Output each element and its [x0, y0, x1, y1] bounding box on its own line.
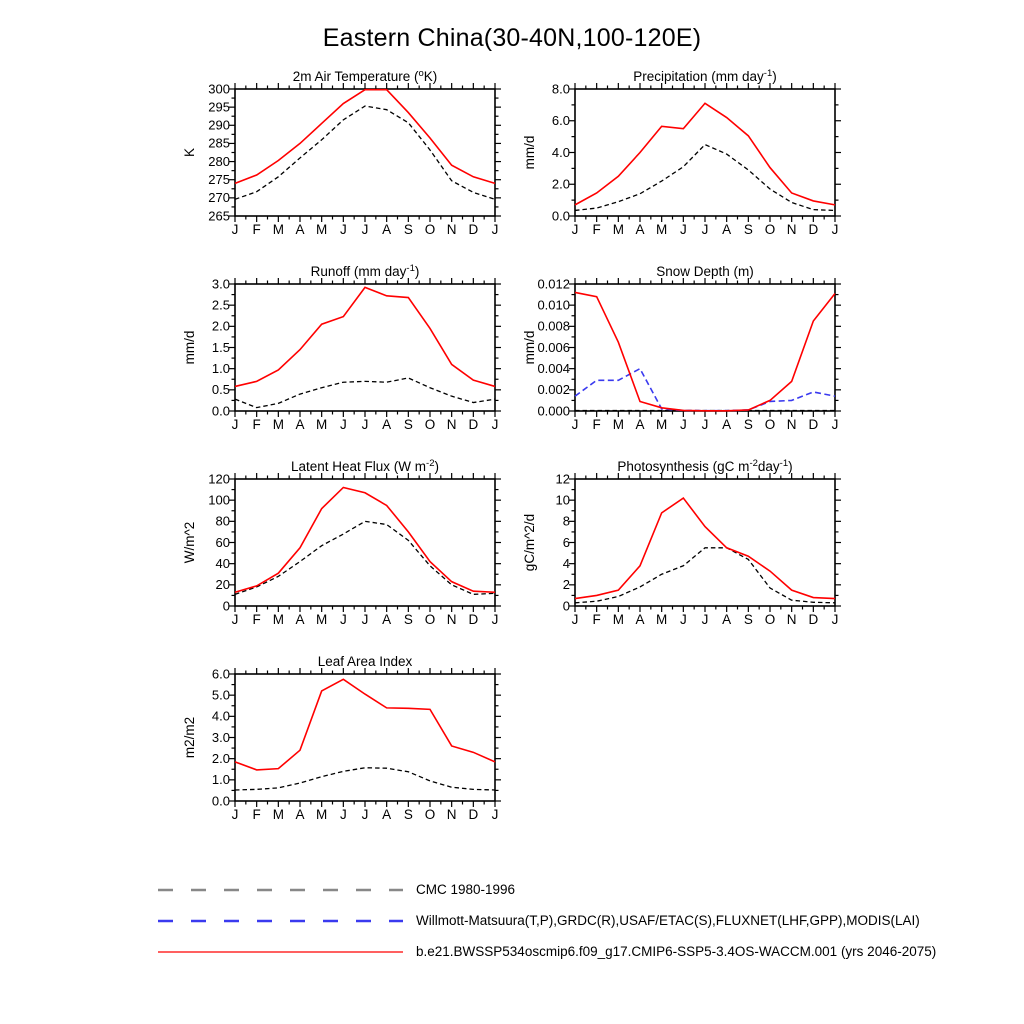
- y-axis-label: W/m^2: [182, 521, 197, 564]
- x-tick-label: J: [339, 222, 347, 237]
- series-cmc-line: [235, 106, 495, 199]
- x-tick-label: J: [361, 807, 369, 822]
- series-model-line: [235, 90, 495, 184]
- x-tick-label: J: [491, 612, 499, 627]
- x-tick-label: J: [231, 612, 239, 627]
- panel-title: 2m Air Temperature ($^o$K): [292, 68, 438, 84]
- x-tick-label: S: [743, 612, 753, 627]
- y-tick-label: 40: [215, 555, 230, 571]
- x-tick-label: J: [339, 612, 347, 627]
- x-tick-label: O: [764, 612, 776, 627]
- x-tick-label: O: [764, 222, 776, 237]
- y-axis-label: K: [182, 147, 197, 158]
- x-tick-label: A: [635, 417, 645, 432]
- series-cmc-line: [575, 145, 835, 211]
- x-tick-label: O: [424, 612, 436, 627]
- x-tick-label: J: [491, 417, 499, 432]
- x-tick-label: J: [339, 417, 347, 432]
- y-tick-label: 3.0: [211, 276, 230, 292]
- x-tick-label: S: [743, 417, 753, 432]
- legend-entry-cmc: [158, 874, 936, 905]
- x-tick-label: J: [831, 222, 839, 237]
- panel-snow-depth-chart: [490, 260, 880, 455]
- y-tick-label: 100: [208, 492, 230, 508]
- series-obs2-line: [575, 369, 835, 411]
- y-tick-label: 0.012: [537, 276, 570, 292]
- plot-box: [575, 89, 835, 216]
- x-tick-label: M: [272, 807, 284, 822]
- y-tick-label: 0: [562, 598, 570, 614]
- y-tick-label: 80: [215, 513, 230, 529]
- panel-title: Latent Heat Flux (W $m^{-2}$): [291, 458, 439, 474]
- y-tick-label: 300: [208, 81, 230, 97]
- series-model-line: [575, 103, 835, 205]
- y-tick-label: 0.002: [537, 382, 570, 398]
- x-tick-label: N: [446, 612, 457, 627]
- x-tick-label: J: [571, 222, 579, 237]
- x-tick-label: N: [786, 417, 797, 432]
- legend: [158, 874, 936, 967]
- x-tick-label: M: [612, 417, 624, 432]
- x-tick-label: A: [382, 807, 392, 822]
- x-tick-label: D: [808, 222, 819, 237]
- panel-latent-heat-flux-chart: [150, 455, 540, 650]
- panel-precipitation-chart: [490, 65, 880, 260]
- x-tick-label: J: [361, 417, 369, 432]
- plot-box: [575, 284, 835, 411]
- y-tick-label: 8: [562, 513, 570, 529]
- x-tick-label: F: [252, 807, 261, 822]
- y-tick-label: 2.5: [211, 297, 230, 313]
- x-tick-label: M: [316, 807, 328, 822]
- panel-title: Runoff (mm day$^{-1}$): [310, 263, 420, 279]
- y-tick-label: 1.5: [211, 339, 230, 355]
- x-tick-label: J: [339, 807, 347, 822]
- panel-leaf-area-index-chart: [150, 650, 540, 845]
- x-tick-label: J: [701, 417, 709, 432]
- x-tick-label: J: [679, 222, 687, 237]
- x-tick-label: J: [679, 612, 687, 627]
- plot-box: [235, 89, 495, 216]
- panel-title: Precipitation (mm day$^{-1}$): [633, 68, 777, 84]
- legend-line-obs-icon: [158, 916, 403, 926]
- x-tick-label: M: [612, 222, 624, 237]
- x-tick-label: S: [743, 222, 753, 237]
- y-tick-label: 1.0: [211, 360, 230, 376]
- y-tick-label: 285: [208, 135, 230, 151]
- x-tick-label: A: [635, 222, 645, 237]
- x-tick-label: J: [491, 807, 499, 822]
- plot-box: [235, 284, 495, 411]
- x-tick-label: M: [656, 222, 668, 237]
- x-tick-label: F: [252, 417, 261, 432]
- x-tick-label: F: [592, 612, 601, 627]
- y-tick-label: 0.0: [551, 208, 570, 224]
- x-tick-label: J: [571, 417, 579, 432]
- y-tick-label: 2.0: [551, 176, 570, 192]
- y-tick-label: 290: [208, 117, 230, 133]
- y-tick-label: 12: [555, 471, 570, 487]
- x-tick-label: J: [571, 612, 579, 627]
- y-tick-label: 295: [208, 99, 230, 115]
- panel-air-temperature-chart: [150, 65, 540, 260]
- legend-label-obs: Willmott-Matsuura(T,P),GRDC(R),USAF/ETAC(S),FLUXNET(LHF,GPP),MODIS(LAI): [416, 913, 920, 928]
- x-tick-label: M: [316, 222, 328, 237]
- y-tick-label: 3.0: [211, 729, 230, 745]
- y-axis-label: mm/d: [522, 135, 537, 170]
- x-tick-label: J: [361, 612, 369, 627]
- y-tick-label: 20: [215, 577, 230, 593]
- x-tick-label: J: [361, 222, 369, 237]
- x-tick-label: D: [808, 417, 819, 432]
- x-tick-label: F: [592, 417, 601, 432]
- x-tick-label: J: [701, 222, 709, 237]
- x-tick-label: M: [272, 612, 284, 627]
- series-cmc-line: [235, 378, 495, 408]
- x-tick-label: F: [252, 612, 261, 627]
- x-tick-label: M: [656, 612, 668, 627]
- series-model-line: [235, 679, 495, 770]
- x-tick-label: A: [382, 222, 392, 237]
- y-tick-label: 280: [208, 153, 230, 169]
- x-tick-label: A: [722, 222, 732, 237]
- x-tick-label: A: [295, 417, 305, 432]
- x-tick-label: N: [446, 807, 457, 822]
- x-tick-label: J: [831, 612, 839, 627]
- x-tick-label: F: [592, 222, 601, 237]
- x-tick-label: M: [656, 417, 668, 432]
- y-tick-label: 2: [562, 577, 570, 593]
- y-tick-label: 2.0: [211, 318, 230, 334]
- x-tick-label: N: [786, 612, 797, 627]
- x-tick-label: A: [635, 612, 645, 627]
- x-tick-label: S: [403, 222, 413, 237]
- panel-photosynthesis-chart: [490, 455, 880, 650]
- y-tick-label: 0.008: [537, 318, 570, 334]
- y-tick-label: 6.0: [211, 666, 230, 682]
- x-tick-label: M: [272, 417, 284, 432]
- y-tick-label: 0.006: [537, 339, 570, 355]
- x-tick-label: S: [403, 417, 413, 432]
- x-tick-label: M: [316, 612, 328, 627]
- x-tick-label: N: [786, 222, 797, 237]
- panel-title: Snow Depth (m): [656, 264, 754, 279]
- x-tick-label: J: [679, 417, 687, 432]
- x-tick-label: D: [468, 417, 479, 432]
- panel-title: Leaf Area Index: [317, 654, 413, 669]
- y-tick-label: 0.004: [537, 360, 570, 376]
- y-tick-label: 8.0: [551, 81, 570, 97]
- x-tick-label: O: [424, 807, 436, 822]
- x-tick-label: D: [468, 222, 479, 237]
- x-tick-label: A: [382, 612, 392, 627]
- y-tick-label: 6.0: [551, 113, 570, 129]
- y-tick-label: 0.5: [211, 382, 230, 398]
- y-tick-label: 1.0: [211, 772, 230, 788]
- legend-label-model: b.e21.BWSSP534oscmip6.f09_g17.CMIP6-SSP5-3.4OS-WACCM.001 (yrs 2046-2075): [416, 944, 937, 959]
- y-tick-label: 10: [555, 492, 570, 508]
- series-cmc-line: [235, 768, 495, 790]
- y-tick-label: 0.010: [537, 297, 570, 313]
- plot-box: [235, 674, 495, 801]
- x-tick-label: J: [491, 222, 499, 237]
- figure-title: Eastern China(30-40N,100-120E): [322, 24, 702, 52]
- x-tick-label: O: [424, 417, 436, 432]
- x-tick-label: N: [446, 222, 457, 237]
- y-axis-label: m2/m2: [182, 716, 197, 759]
- legend-label-cmc: CMC 1980-1996: [416, 882, 516, 897]
- x-tick-label: M: [272, 222, 284, 237]
- y-tick-label: 4.0: [211, 708, 230, 724]
- x-tick-label: J: [831, 417, 839, 432]
- x-tick-label: J: [231, 222, 239, 237]
- x-tick-label: J: [701, 612, 709, 627]
- legend-entry-model: [158, 936, 936, 967]
- x-tick-label: A: [382, 417, 392, 432]
- legend-line-cmc-icon: [158, 885, 403, 895]
- x-tick-label: S: [403, 807, 413, 822]
- x-tick-label: D: [808, 612, 819, 627]
- legend-entry-obs: [158, 905, 936, 936]
- y-tick-label: 265: [208, 208, 230, 224]
- series-model-line: [235, 487, 495, 592]
- plot-box: [575, 479, 835, 606]
- x-tick-label: F: [252, 222, 261, 237]
- y-tick-label: 275: [208, 172, 230, 188]
- y-tick-label: 4.0: [551, 144, 570, 160]
- x-tick-label: N: [446, 417, 457, 432]
- y-tick-label: 0.000: [537, 403, 570, 419]
- panel-title: Photosynthesis (gC $m^{-2}day^{-1}$): [617, 458, 793, 474]
- legend-line-model-icon: [158, 947, 403, 957]
- y-tick-label: 120: [208, 471, 230, 487]
- x-tick-label: A: [722, 612, 732, 627]
- x-tick-label: O: [424, 222, 436, 237]
- y-tick-label: 2.0: [211, 750, 230, 766]
- x-tick-label: D: [468, 612, 479, 627]
- y-axis-label: mm/d: [182, 330, 197, 365]
- x-tick-label: A: [722, 417, 732, 432]
- x-tick-label: S: [403, 612, 413, 627]
- y-tick-label: 0.0: [211, 403, 230, 419]
- x-tick-label: A: [295, 222, 305, 237]
- y-axis-label: mm/d: [522, 330, 537, 365]
- y-tick-label: 6: [562, 534, 570, 550]
- x-tick-label: A: [295, 807, 305, 822]
- y-tick-label: 0.0: [211, 793, 230, 809]
- series-cmc-line: [575, 548, 835, 603]
- series-model-line: [575, 292, 835, 410]
- x-tick-label: J: [231, 417, 239, 432]
- panel-runoff-chart: [150, 260, 540, 455]
- y-tick-label: 0: [222, 598, 230, 614]
- y-tick-label: 4: [562, 555, 570, 571]
- x-tick-label: A: [295, 612, 305, 627]
- x-tick-label: M: [612, 612, 624, 627]
- y-tick-label: 60: [215, 534, 230, 550]
- x-tick-label: O: [764, 417, 776, 432]
- y-axis-label: gC/m^2/d: [522, 513, 537, 572]
- y-tick-label: 5.0: [211, 687, 230, 703]
- x-tick-label: M: [316, 417, 328, 432]
- x-tick-label: J: [231, 807, 239, 822]
- series-model-line: [235, 287, 495, 386]
- y-tick-label: 270: [208, 190, 230, 206]
- x-tick-label: D: [468, 807, 479, 822]
